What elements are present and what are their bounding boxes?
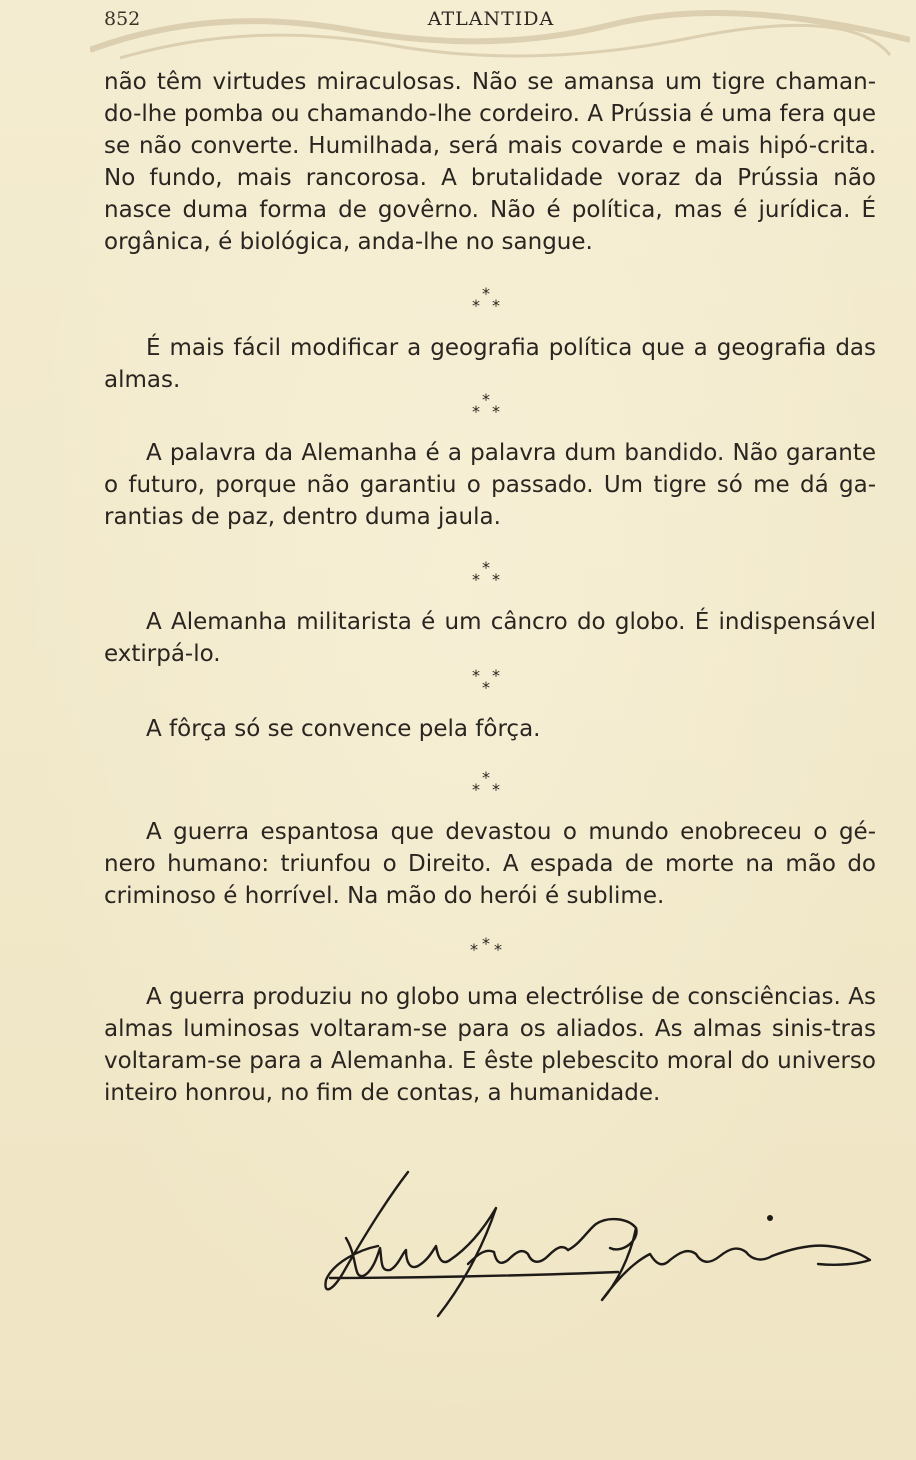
section-separator: * * * bbox=[472, 390, 500, 421]
section-separator: * * * bbox=[472, 284, 500, 315]
running-title: ATLANTIDA bbox=[427, 8, 555, 30]
paragraph-3: A palavra da Alemanha é a palavra dum bandido. Não garante o futuro, porque não garantiu o passado. Um tigre só me dá ga-rantias de paz, dentro duma jaula. bbox=[104, 440, 876, 530]
signature bbox=[318, 1168, 878, 1318]
paragraph-4: A Alemanha militarista é um câncro do globo. É indispensável extirpá-lo. bbox=[104, 609, 876, 667]
paragraph-6: A guerra espantosa que devastou o mundo enobreceu o gé-nero humano: triunfou o Direito. A espada de morte na mão do criminoso é horrível. Na mão do herói é sublime. bbox=[104, 819, 876, 909]
section-separator: * * * bbox=[472, 666, 500, 697]
paragraph-7: A guerra produziu no globo uma electrólise de consciências. As almas luminosas voltaram-se para os aliados. As almas sinis-tras voltaram-se para a Alemanha. E êste plebescito moral do universo inteiro honrou, no fim de contas, a humanidade. bbox=[104, 984, 876, 1106]
paragraph-1: não têm virtudes miraculosas. Não se amansa um tigre chaman-do-lhe pomba ou chamando-lhe cordeiro. A Prússia é uma fera que se não converte. Humilhada, será mais covarde e mais hipó-crita. No fundo, mais rancorosa. A brutalidade voraz da Prússia não nasce duma forma de govêrno. Não é política, mas é jurídica. É orgânica, é biológica, anda-lhe no sangue. bbox=[104, 69, 876, 255]
page-number: 852 bbox=[104, 8, 141, 30]
section-separator: * * * bbox=[472, 558, 500, 589]
section-separator: * * * bbox=[470, 934, 502, 959]
page-header bbox=[104, 8, 878, 38]
paragraph-2: É mais fácil modificar a geografia política que a geografia das almas. bbox=[104, 335, 876, 393]
section-separator: * * * bbox=[472, 768, 500, 799]
paragraph-5: A fôrça só se convence pela fôrça. bbox=[146, 716, 541, 742]
